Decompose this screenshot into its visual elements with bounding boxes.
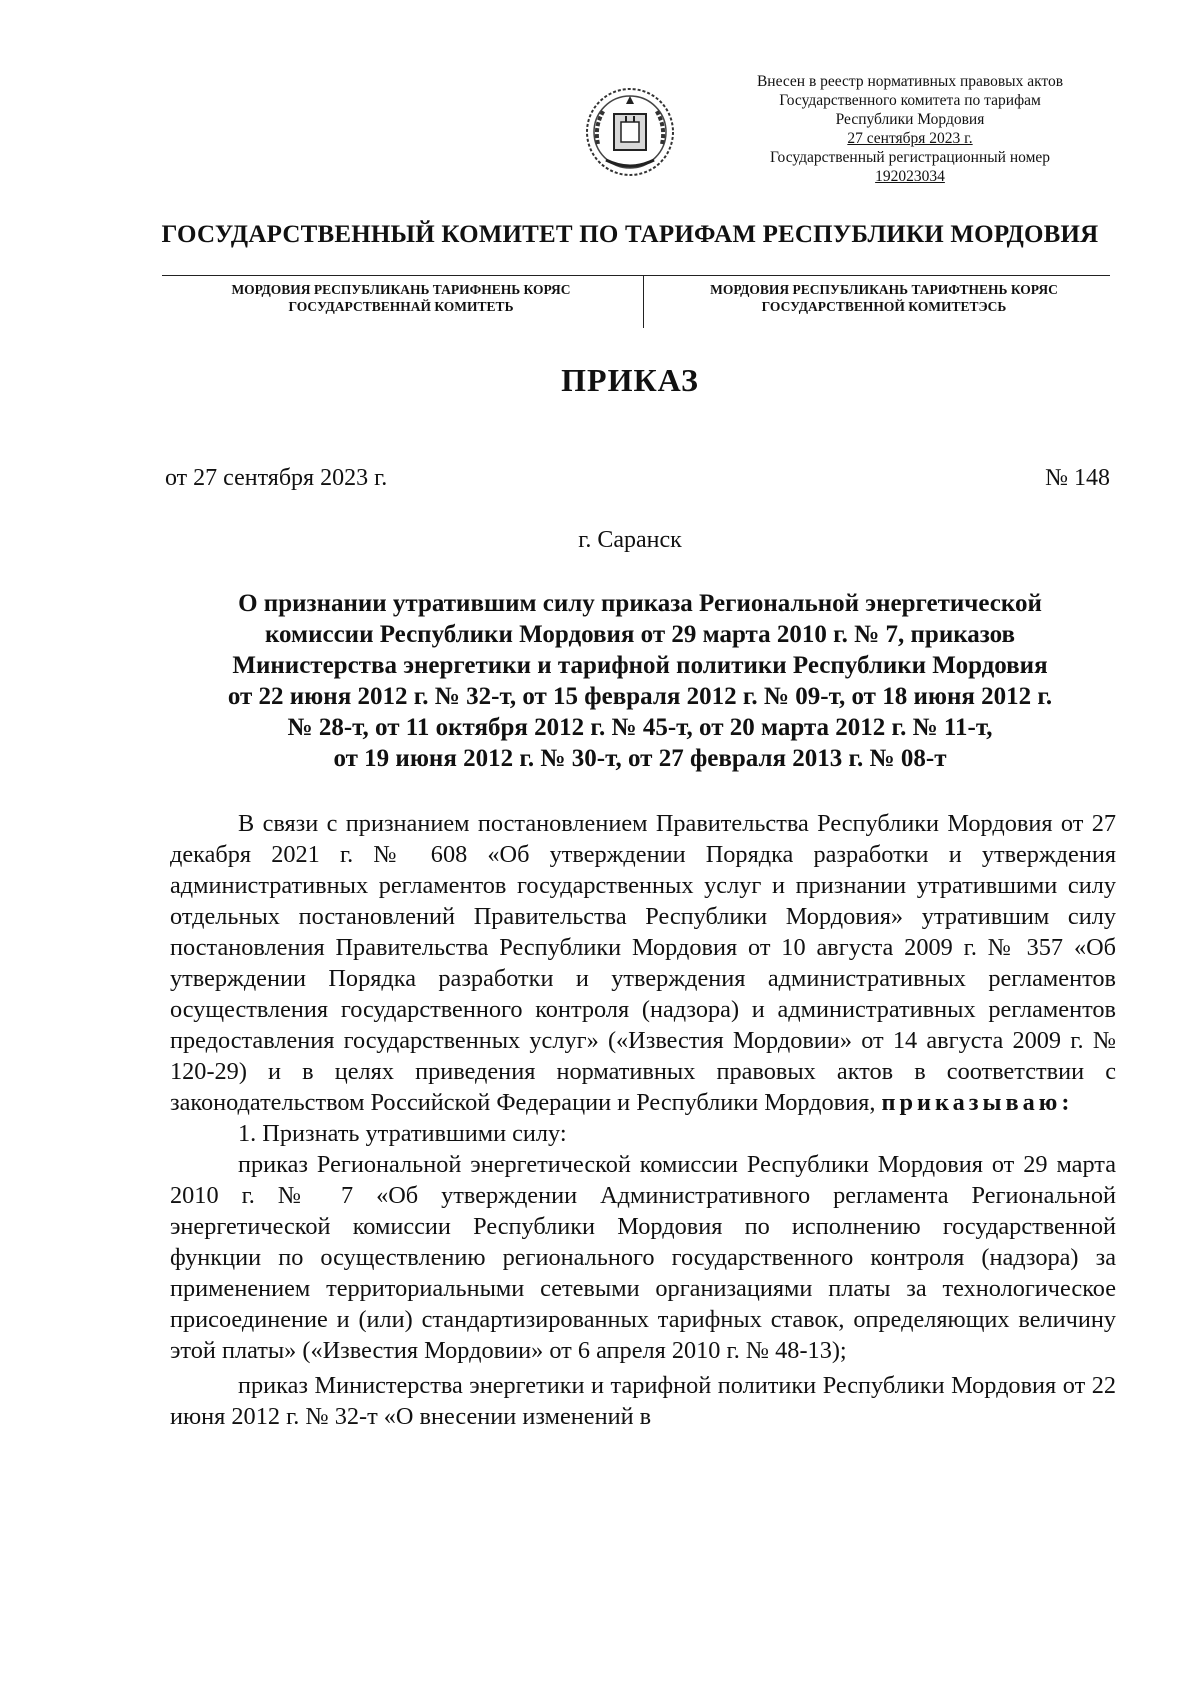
order-body — [170, 808, 1116, 1432]
order-date: от 27 сентября 2023 г. — [165, 465, 388, 491]
heading-line: Министерства энергетики и тарифной политики Республики Мордовия — [232, 652, 1048, 679]
repealed-act-paragraph: приказ Министерства энергетики и тарифной политики Республики Мордовия от 22 июня 2012 г. № 32-т «О внесении изменений в — [170, 1372, 1116, 1430]
committee-name-line: МОРДОВИЯ РЕСПУБЛИКАНЬ ТАРИФНЕНЬ КОРЯС — [231, 282, 571, 297]
registry-note — [700, 72, 1120, 186]
order-word: приказываю: — [881, 1089, 1074, 1116]
header-divider — [162, 275, 1110, 276]
heading-line: от 22 июня 2012 г. № 32-т, от 15 февраля 2012 г. № 09-т, от 18 июня 2012 г. — [227, 683, 1053, 710]
heading-line: от 19 июня 2012 г. № 30-т, от 27 февраля 2013 г. № 08-т — [333, 745, 947, 772]
registry-line: Внесен в реестр нормативных правовых актов — [756, 73, 1064, 90]
committee-name-moksha — [170, 281, 632, 315]
committee-name-line: ГОСУДАРСТВЕННОЙ КОМИТЕТЭСЬ — [761, 299, 1007, 314]
heading-line: О признании утратившим силу приказа Региональной энергетической — [238, 590, 1042, 617]
registry-line: Государственного комитета по тарифам — [779, 92, 1041, 109]
preamble-paragraph — [170, 808, 1116, 1118]
repealed-act-paragraph: приказ Региональной энергетической комиссии Республики Мордовия от 29 марта 2010 г. № 7 «Об утверждении Административного регламента Региональной энергетической комиссии Республики Мордовия по исполнению государственной функции по осуществлению регионального государственного контроля (надзора) за применением территориальными сетевыми организациями платы за технологическое присоединение и (или) стандартизированных тарифных ставок, определяющих величину этой платы» («Известия Мордовии» от 6 апреля 2010 г. № 48-13); — [170, 1151, 1116, 1364]
clause-paragraph: 1. Признать утратившими силу: — [238, 1120, 567, 1147]
committee-name-line: ГОСУДАРСТВЕННАЙ КОМИТЕТЬ — [288, 299, 514, 314]
header-vertical-divider — [643, 276, 644, 328]
heading-line: комиссии Республики Мордовия от 29 марта 2010 г. № 7, приказов — [264, 621, 1016, 648]
registry-line: Государственный регистрационный номер — [769, 149, 1051, 166]
registry-line: Республики Мордовия — [835, 111, 985, 128]
coat-of-arms-emblem-icon — [584, 86, 676, 178]
registry-date: 27 сентября 2023 г. — [847, 130, 973, 147]
registry-number: 192023034 — [875, 168, 945, 185]
committee-title: ГОСУДАРСТВЕННЫЙ КОМИТЕТ ПО ТАРИФАМ РЕСПУБЛИКИ МОРДОВИЯ — [161, 221, 1099, 248]
preamble-text: В связи с признанием постановлением Правительства Республики Мордовия от 27 декабря 2021 г. № 608 «Об утверждении Порядка разработки и утверждения административных регламентов государственных услуг и признании утратившими силу отдельных постановлений Правительства Республики Мордовия» утратившим силу постановления Правительства Республики Мордовия от 10 августа 2009 г. № 357 «Об утверждении Порядка разработки и утверждения административных регламентов осуществления государственного контроля (надзора) и административных регламентов предоставления государственных услуг» («Известия Мордовии» от 14 августа 2009 г. № 120-29) и в целях приведения нормативных правовых актов в соответствии с законодательством Российской Федерации и Республики Мордовия, — [170, 810, 1116, 1116]
order-number: № 148 — [1045, 465, 1110, 491]
committee-name-erzya — [655, 281, 1113, 315]
order-heading — [160, 588, 1120, 774]
committee-name-line: МОРДОВИЯ РЕСПУБЛИКАНЬ ТАРИФТНЕНЬ КОРЯС — [710, 282, 1058, 297]
heading-line: № 28-т, от 11 октября 2012 г. № 45-т, от 20 марта 2012 г. № 11-т, — [287, 714, 993, 741]
order-city: г. Саранск — [578, 527, 682, 553]
document-type-title: ПРИКАЗ — [561, 362, 699, 398]
